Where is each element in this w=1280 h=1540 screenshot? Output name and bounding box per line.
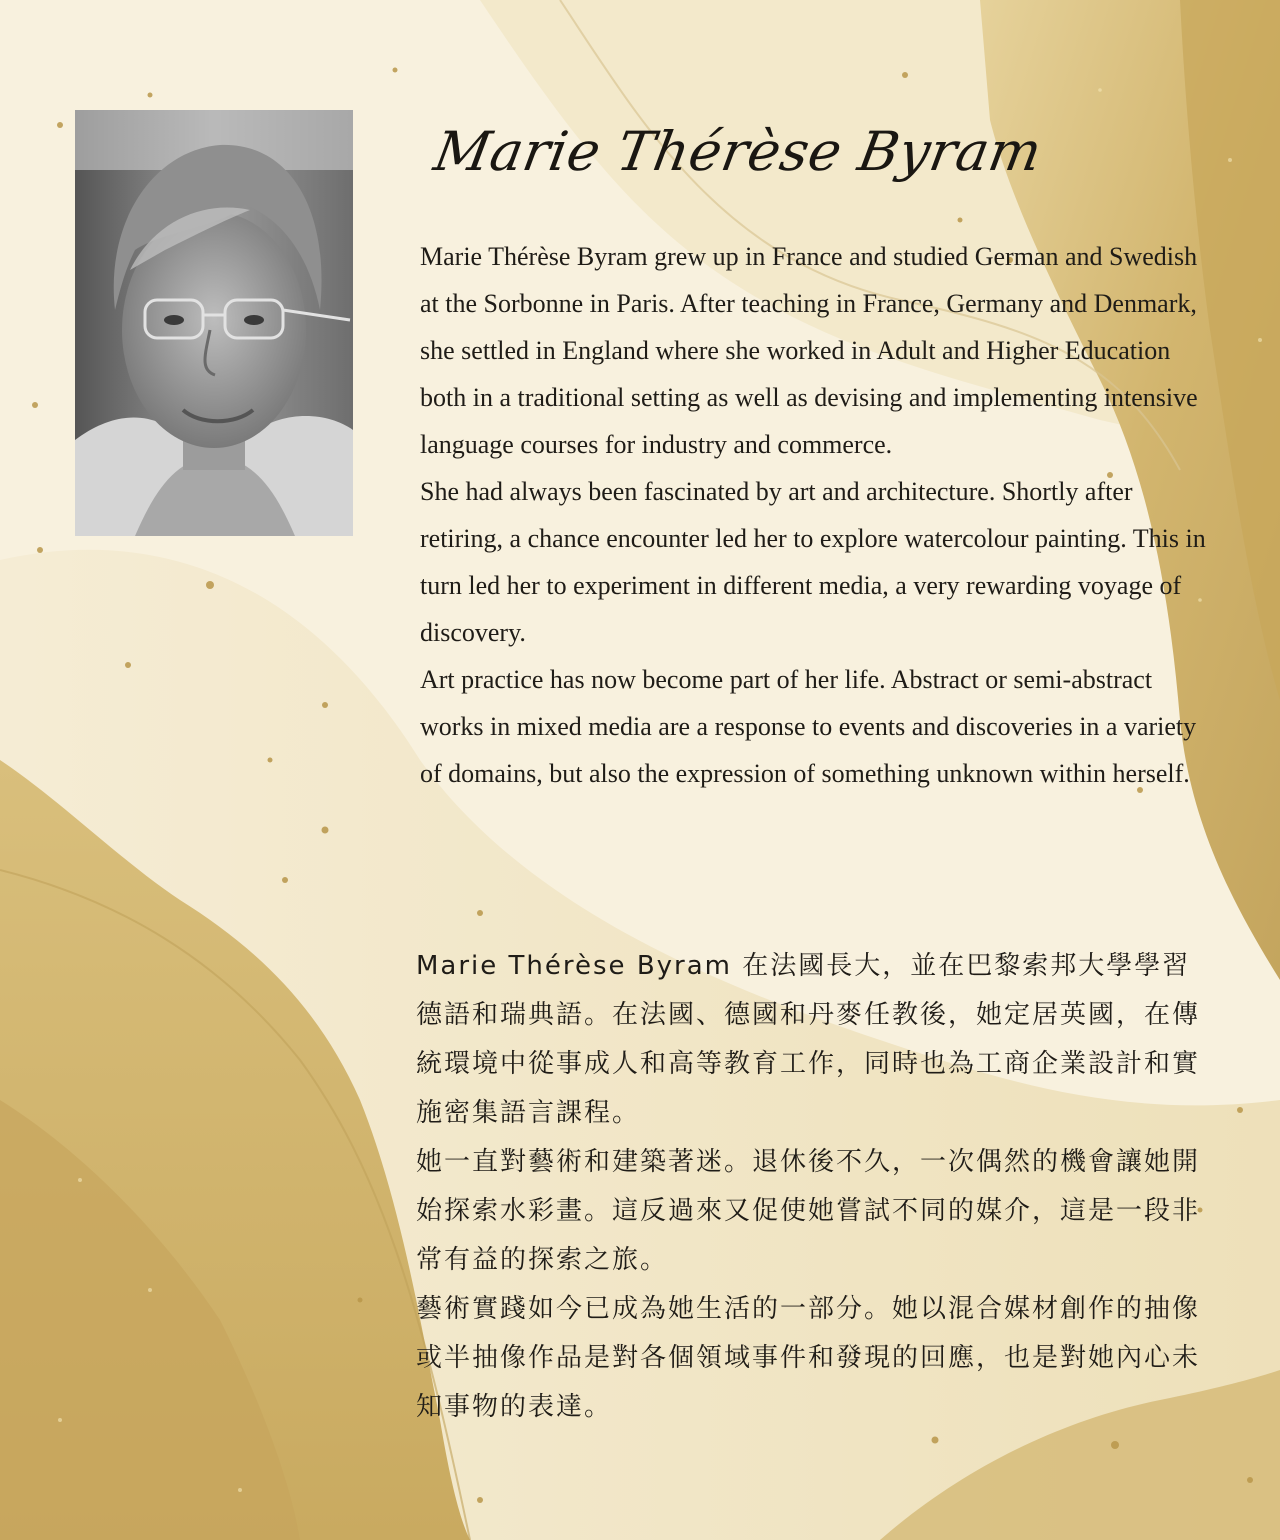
biography-english bbox=[420, 233, 1210, 797]
bio-zh-paragraph-2: 她一直對藝術和建築著迷。退休後不久，一次偶然的機會讓她開始探索水彩畫。這反過來又促使她嘗試不同的媒介，這是一段非常有益的探索之旅。 bbox=[416, 1147, 1201, 1275]
bio-en-paragraph-3: Art practice has now become part of her life. Abstract or semi-abstract works in mixed media are a response to events and discoveries in a variety of domains, but also the expression of something unknown within herself. bbox=[420, 665, 1197, 788]
bio-zh-paragraph-3: 藝術實踐如今已成為她生活的一部分。她以混合媒材創作的抽像或半抽像作品是對各個領域事件和發現的回應，也是對她內心未知事物的表達。 bbox=[416, 1294, 1201, 1422]
portrait-photo bbox=[75, 110, 353, 536]
portrait-image bbox=[75, 110, 353, 536]
bio-en-paragraph-2: She had always been fascinated by art and architecture. Shortly after retiring, a chance encounter led her to explore watercolour painting. This in turn led her to experiment in different media, a very rewarding voyage of discovery. bbox=[420, 477, 1206, 647]
bio-zh-paragraph-1: Marie Thérèse Byram 在法國長大，並在巴黎索邦大學學習德語和瑞典語。在法國、德國和丹麥任教後，她定居英國，在傳統環境中從事成人和高等教育工作，同時也為工商企業設計和實施密集語言課程。 bbox=[416, 951, 1201, 1128]
biography-chinese bbox=[416, 942, 1206, 1432]
bio-en-paragraph-1: Marie Thérèse Byram grew up in France and studied German and Swedish at the Sorbonne in Paris. After teaching in France, Germany and Denmark, she settled in England where she worked in Adult and Higher Education both in a traditional setting as well as devising and implementing intensive language courses for industry and commerce. bbox=[420, 242, 1198, 459]
artist-name: Marie Thérèse Byram bbox=[429, 120, 1047, 183]
